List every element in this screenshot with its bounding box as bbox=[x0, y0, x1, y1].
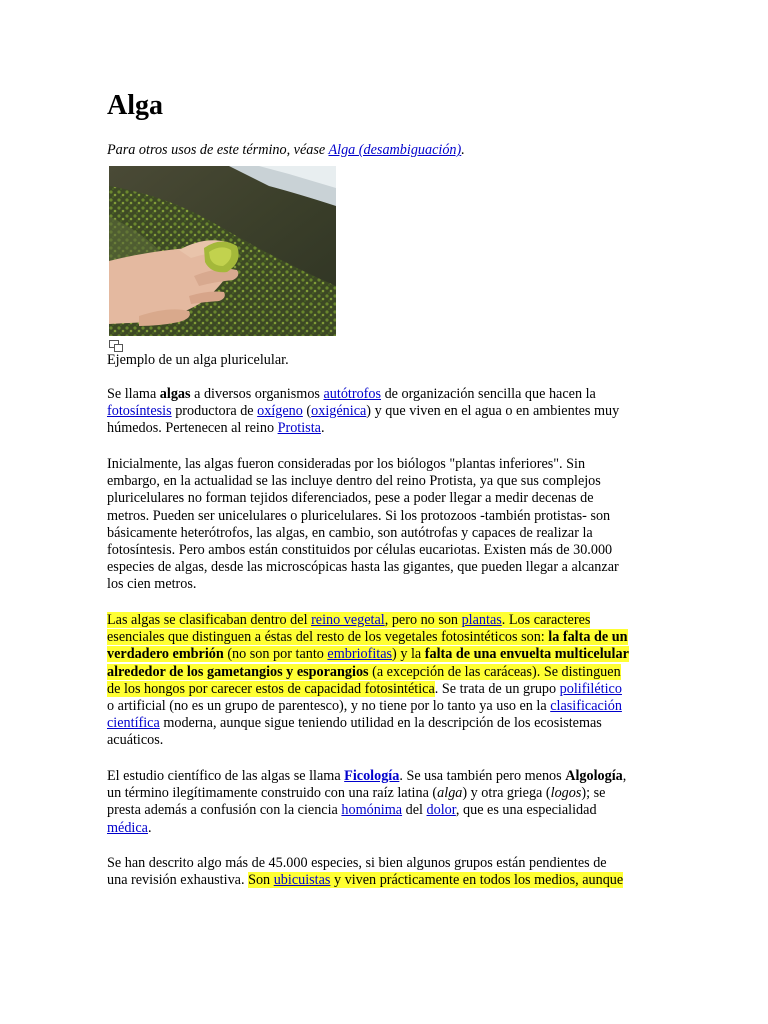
hatnote-suffix: . bbox=[461, 142, 465, 158]
text-fragment: . Se trata de un grupo bbox=[434, 680, 557, 697]
paragraph-intro bbox=[107, 386, 667, 438]
text-line: acuáticos. bbox=[107, 732, 164, 749]
text-fragment: de organización sencilla que hacen la bbox=[384, 386, 596, 402]
text-fragment: ) y que viven en el agua o en ambientes muy bbox=[366, 403, 620, 420]
link-clasificacion-cientifica[interactable]: científica bbox=[107, 715, 160, 732]
text-line bbox=[107, 612, 667, 629]
link-ubicuistas[interactable]: ubicuistas bbox=[273, 872, 331, 889]
text-line bbox=[107, 646, 667, 663]
bold-term: alrededor de los gametangios y esporangios bbox=[107, 663, 369, 680]
paragraph-classification-history bbox=[107, 456, 667, 594]
bold-term-algologia: Algología bbox=[565, 768, 623, 784]
text-line: metros. Pueden ser unicelulares o pluricelulares. Si los protozoos -también protistas- son bbox=[107, 507, 611, 524]
link-fotosintesis[interactable]: fotosíntesis bbox=[107, 403, 172, 420]
paragraph-ficologia bbox=[107, 768, 667, 837]
alga-photo-graphic bbox=[109, 166, 336, 336]
italic-term: alga bbox=[437, 785, 463, 802]
paragraph-species bbox=[107, 855, 667, 889]
text-fragment: presta además a confusión con la ciencia bbox=[107, 802, 338, 819]
text-fragment: un término ilegítimamente construido con una raíz latina ( bbox=[107, 785, 438, 802]
text-line: los cien metros. bbox=[107, 576, 197, 593]
link-plantas[interactable]: plantas bbox=[461, 612, 502, 628]
text-line: embargo, en la actualidad se las incluye dentro del reino Protista, ya que sus complejos bbox=[107, 473, 601, 490]
alga-photo[interactable] bbox=[109, 166, 336, 336]
bold-term: falta de una envuelta multicelular bbox=[424, 646, 629, 663]
text-line: Se han descrito algo más de 45.000 especies, si bien algunos grupos están pendientes de bbox=[107, 855, 607, 871]
text-fragment: ( bbox=[306, 403, 312, 420]
text-fragment: húmedos. Pertenecen al reino bbox=[107, 420, 275, 437]
bold-term-algas: algas bbox=[159, 386, 191, 402]
bold-term: la falta de un bbox=[548, 629, 628, 646]
text-fragment: moderna, aunque sigue teniendo utilidad en la descripción de los ecosistemas bbox=[163, 715, 602, 732]
text-line bbox=[107, 785, 667, 802]
hatnote-prefix: Para otros usos de este término, véase bbox=[107, 142, 326, 158]
link-protista[interactable]: Protista bbox=[277, 420, 321, 437]
disambiguation-link[interactable]: Alga (desambiguación) bbox=[328, 142, 462, 158]
link-polifiletico[interactable]: polifilético bbox=[559, 680, 622, 697]
text-fragment: Son bbox=[248, 872, 271, 889]
text-line: pluricelulares no forman tejidos diferenciados, pese a poder llegar a medir decenas de bbox=[107, 490, 594, 507]
text-fragment: Se llama bbox=[107, 386, 157, 402]
text-fragment: esenciales que distinguen a éstas del resto de los vegetales fotosintéticos son: bbox=[107, 629, 545, 646]
text-fragment: Las algas se clasificaban dentro del bbox=[107, 612, 308, 628]
text-line bbox=[107, 715, 667, 732]
text-line bbox=[107, 820, 667, 837]
link-reino-vegetal[interactable]: reino vegetal bbox=[311, 612, 385, 628]
text-fragment: (a excepción de las caráceas). Se distinguen bbox=[372, 663, 621, 680]
link-embriofitas[interactable]: embriofitas bbox=[327, 646, 393, 663]
text-fragment: de los hongos por carecer estos de capacidad fotosintética bbox=[107, 680, 435, 697]
text-line bbox=[107, 802, 667, 819]
link-clasificacion-cientifica[interactable]: clasificación bbox=[550, 698, 622, 715]
text-line bbox=[107, 420, 667, 437]
text-fragment: ) y otra griega ( bbox=[462, 785, 551, 802]
text-fragment: o artificial (no es un grupo de parentesco), y no tiene por lo tanto ya uso en la bbox=[107, 698, 547, 715]
text-fragment: . Los caracteres bbox=[501, 612, 591, 628]
text-fragment: . Se usa también pero menos bbox=[399, 768, 562, 784]
text-fragment: , que es una especialidad bbox=[455, 802, 597, 819]
text-line bbox=[107, 629, 667, 646]
text-fragment: productora de bbox=[175, 403, 254, 420]
text-fragment: . bbox=[147, 819, 152, 836]
text-line: Inicialmente, las algas fueron consideradas por los biólogos "plantas inferiores". Sin bbox=[107, 456, 586, 472]
text-fragment: , bbox=[622, 768, 627, 784]
text-line bbox=[107, 698, 667, 715]
text-line bbox=[107, 681, 667, 698]
text-line bbox=[107, 386, 667, 403]
text-line: fotosíntesis. Pero ambos están constituidos por células eucariotas. Existen más de 30.000 bbox=[107, 542, 613, 559]
link-homonima[interactable]: homónima bbox=[341, 802, 403, 819]
text-fragment: (no son por tanto bbox=[227, 646, 324, 663]
link-medica[interactable]: médica bbox=[107, 819, 148, 836]
text-line: básicamente heterótrofos, las algas, en cambio, son autótrofas y capaces de realizar la bbox=[107, 524, 593, 541]
link-oxigeno[interactable]: oxígeno bbox=[257, 403, 303, 420]
image-caption: Ejemplo de un alga pluricelular. bbox=[107, 352, 289, 368]
text-fragment: del bbox=[405, 802, 423, 819]
text-fragment: ); se bbox=[581, 785, 606, 802]
text-line bbox=[107, 664, 667, 681]
italic-term: logos bbox=[550, 785, 582, 802]
link-autotrofos[interactable]: autótrofos bbox=[323, 386, 382, 402]
text-line bbox=[107, 768, 667, 785]
text-fragment: y viven prácticamente en todos los medios, aunque bbox=[333, 872, 624, 889]
text-fragment: El estudio científico de las algas se llama bbox=[107, 768, 341, 784]
page-title: Alga bbox=[107, 90, 163, 121]
link-dolor[interactable]: dolor bbox=[426, 802, 456, 819]
text-fragment: una revisión exhaustiva. bbox=[107, 872, 245, 889]
text-fragment: . bbox=[320, 420, 325, 437]
text-fragment: a diversos organismos bbox=[194, 386, 320, 402]
link-oxigenica[interactable]: oxigénica bbox=[311, 403, 367, 420]
hatnote bbox=[107, 141, 465, 159]
bold-term: verdadero embrión bbox=[107, 646, 224, 663]
link-ficologia[interactable]: Ficología bbox=[344, 768, 400, 784]
text-line bbox=[107, 403, 667, 420]
text-fragment: , pero no son bbox=[384, 612, 459, 628]
text-line: especies de algas, desde las microscópicas hasta las gigantes, que pueden llegar a alcanzar bbox=[107, 559, 619, 576]
text-line bbox=[107, 872, 667, 889]
paragraph-characteristics bbox=[107, 612, 667, 750]
text-fragment: ) y la bbox=[392, 646, 422, 663]
